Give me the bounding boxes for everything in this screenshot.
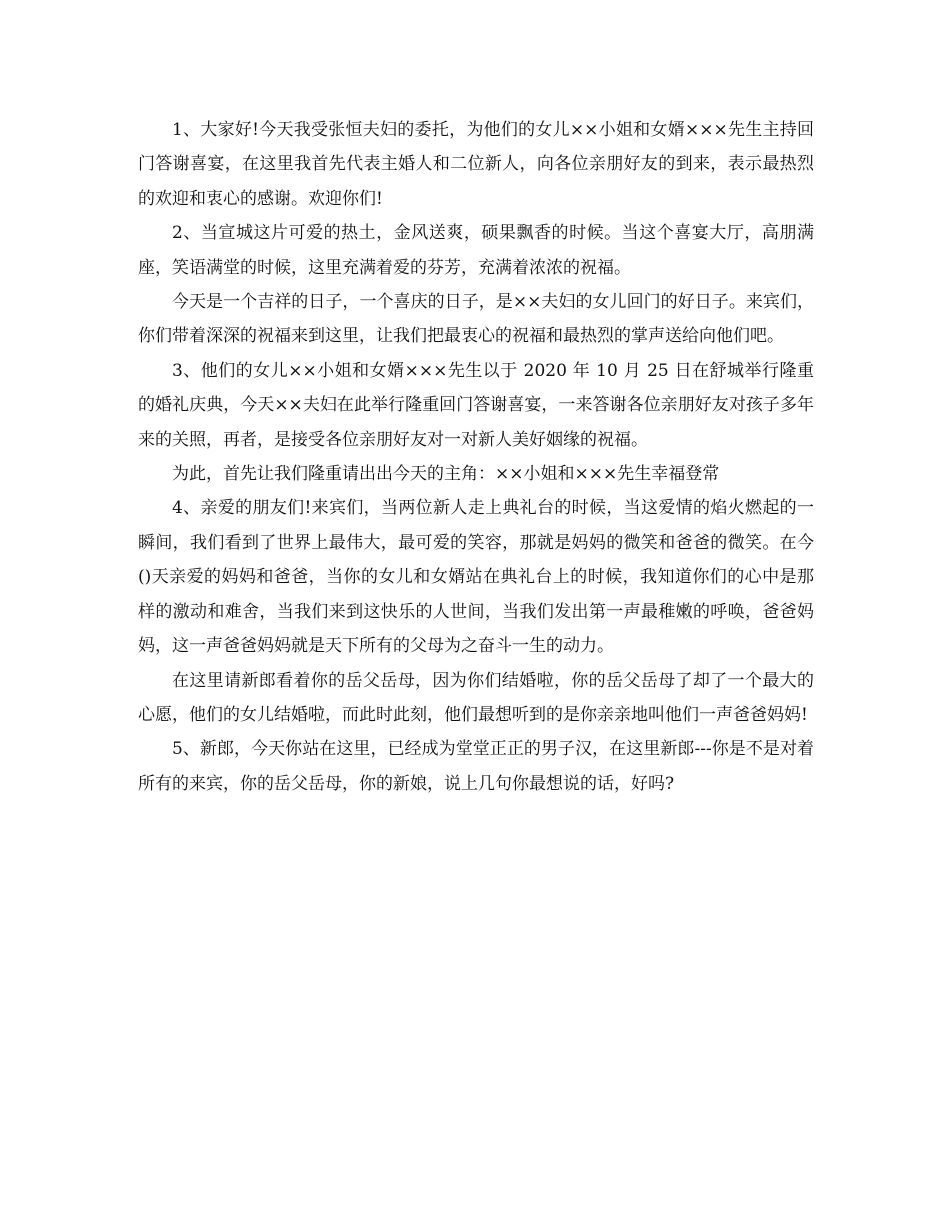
paragraph-8: 5、新郎，今天你站在这里，已经成为堂堂正正的男子汉，在这里新郎---你是不是对着所有的来宾，你的岳父岳母，你的新娘，说上几句你最想说的话，好吗? <box>138 739 814 794</box>
paragraph-5: 为此，首先让我们隆重请出出今天的主角：××小姐和×××先生幸福登常 <box>172 464 720 485</box>
paragraph-7: 在这里请新郎看着你的岳父岳母，因为你们结婚啦，你的岳父岳母了却了一个最大的心愿，他们的女儿结婚啦，而此时此刻，他们最想听到的是你亲亲地叫他们一声爸爸妈妈! <box>138 670 814 725</box>
paragraph-1: 1、大家好!今天我受张恒夫妇的委托，为他们的女儿××小姐和女婿×××先生主持回门答谢喜宴，在这里我首先代表主婚人和二位新人，向各位亲朋好友的到来，表示最热烈的欢迎和衷心的感谢。欢迎你们! <box>138 120 814 209</box>
paragraph-2: 2、当宣城这片可爱的热土，金风送爽，硕果飘香的时候。当这个喜宴大厅，高朋满座，笑语满堂的时候，这里充满着爱的芬芳，充满着浓浓的祝福。 <box>138 223 814 278</box>
paragraph-3: 今天是一个吉祥的日子，一个喜庆的日子，是××夫妇的女儿回门的好日子。来宾们，你们带着深深的祝福来到这里，让我们把最衷心的祝福和最热烈的掌声送给向他们吧。 <box>138 292 814 347</box>
paragraph-4: 3、他们的女儿××小姐和女婿×××先生以于 2020 年 10 月 25 日在舒城举行隆重的婚礼庆典，今天××夫妇在此举行隆重回门答谢喜宴，一来答谢各位亲朋好友对孩子多年来的关照，再者，是接受各位亲朋好友对一对新人美好姻缘的祝福。 <box>138 360 814 450</box>
document-body <box>138 113 814 801</box>
paragraph-6: 4、亲爱的朋友们!来宾们，当两位新人走上典礼台的时候，当这爱情的焰火燃起的一瞬间，我们看到了世界上最伟大，最可爱的笑容，那就是妈妈的微笑和爸爸的微笑。在今()天亲爱的妈妈和爸爸，当你的女儿和女婿站在典礼台上的时候，我知道你们的心中是那样的激动和难舍，当我们来到这快乐的人世间，当我们发出第一声最稚嫩的呼唤，爸爸妈妈，这一声爸爸妈妈就是天下所有的父母为之奋斗一生的动力。 <box>138 498 814 657</box>
